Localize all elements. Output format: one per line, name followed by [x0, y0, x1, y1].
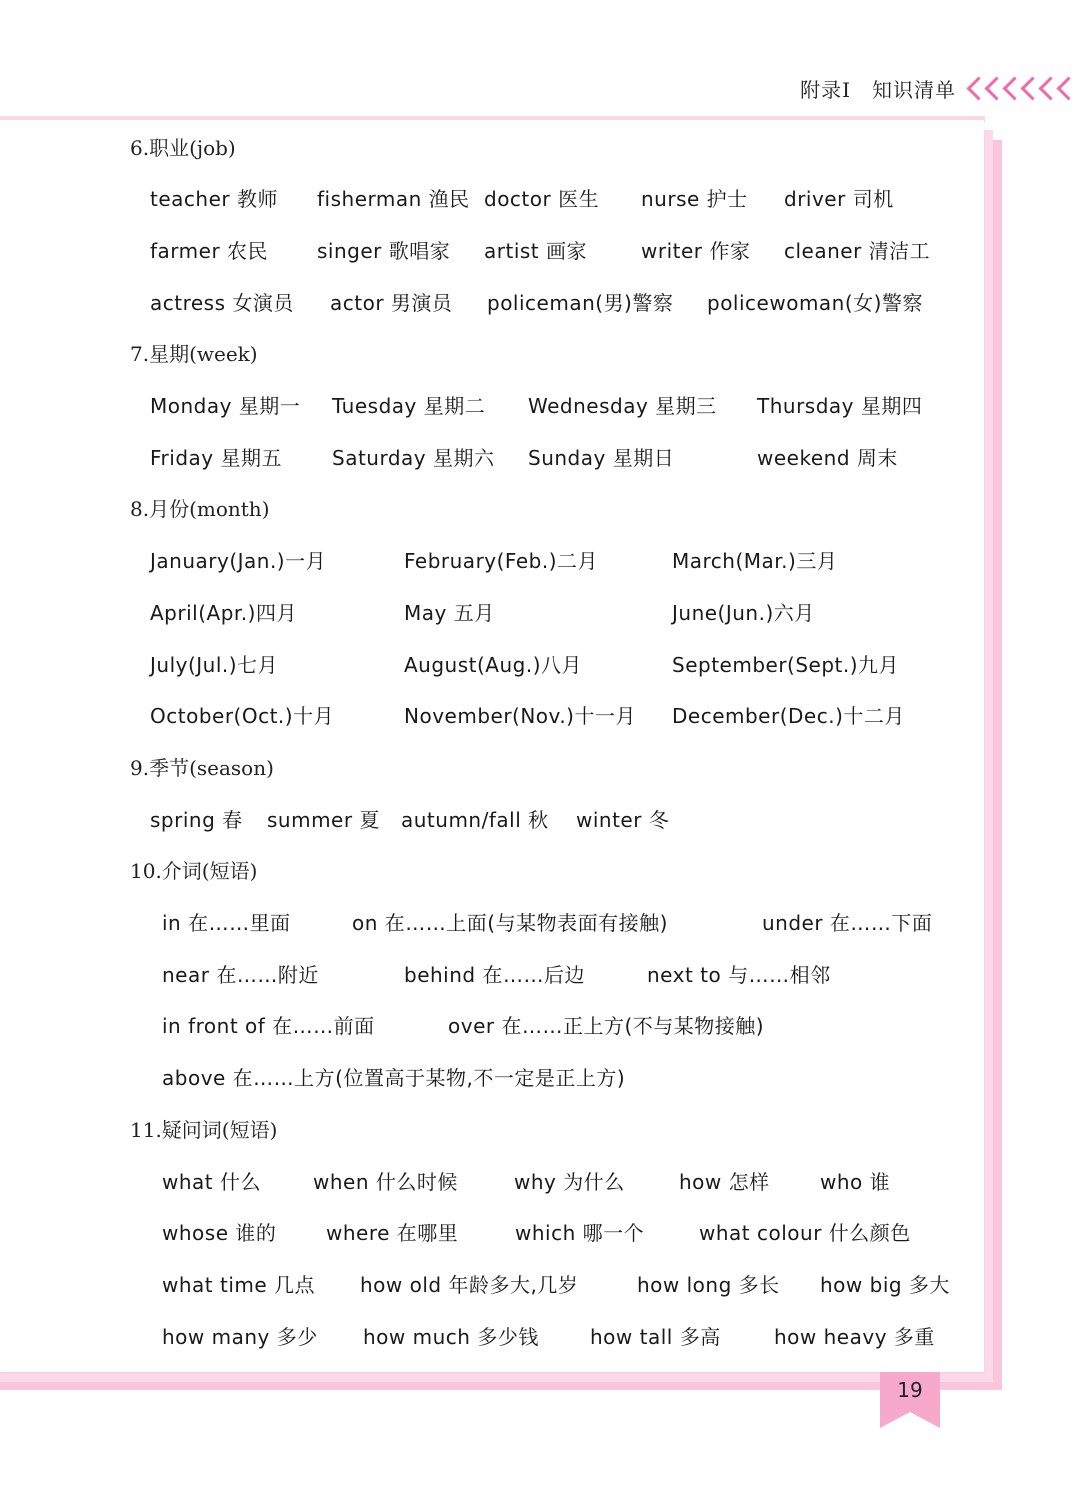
vocab-row	[0, 902, 984, 942]
vocab-item: policeman(男)警察	[487, 290, 674, 315]
vocab-item: Wednesday 星期三	[528, 394, 717, 418]
vocab-item: September(Sept.)九月	[672, 652, 900, 677]
vocab-row	[0, 281, 984, 321]
vocab-item: farmer 农民	[150, 238, 269, 263]
vocab-item: how much 多少钱	[363, 1324, 539, 1349]
vocab-row	[0, 798, 984, 838]
section-title: 11.疑问词(短语)	[130, 1117, 278, 1142]
vocab-item: what time 几点	[162, 1272, 316, 1297]
vocab-row	[0, 385, 984, 425]
vocab-row	[0, 591, 984, 631]
vocab-item: how long 多长	[637, 1272, 780, 1297]
vocab-item: how many 多少	[162, 1324, 318, 1349]
vocab-item: near 在……附近	[162, 962, 319, 987]
vocab-row	[0, 1315, 984, 1355]
vocab-item: July(Jul.)七月	[150, 652, 279, 677]
section-title: 8.月份(month)	[130, 497, 270, 522]
vocab-row	[0, 540, 984, 580]
vocab-item: how big 多大	[820, 1272, 950, 1297]
vocab-row	[0, 953, 984, 993]
vocab-item: Monday 星期一	[150, 394, 301, 418]
vocab-item: Saturday 星期六	[332, 445, 495, 470]
vocab-row	[0, 1212, 984, 1252]
page-number-notch	[880, 1412, 940, 1428]
vocab-item: over 在……正上方(不与某物接触)	[448, 1014, 765, 1039]
vocab-item: driver 司机	[784, 187, 894, 212]
vocab-item: in 在……里面	[162, 911, 291, 935]
vocab-item: April(Apr.)四月	[150, 600, 297, 625]
vocab-item: actress 女演员	[150, 290, 294, 315]
vocab-item: June(Jun.)六月	[672, 600, 815, 625]
vocab-item: how old 年龄多大,几岁	[360, 1272, 579, 1297]
vocab-item: what colour 什么颜色	[699, 1221, 911, 1246]
vocab-item: behind 在……后边	[404, 962, 585, 987]
vocab-item: how 怎样	[679, 1169, 770, 1194]
vocab-item: February(Feb.)二月	[404, 549, 598, 574]
vocab-row	[0, 229, 984, 269]
vocab-item: where 在哪里	[326, 1221, 459, 1246]
vocab-item: actor 男演员	[330, 290, 453, 315]
vocab-item: January(Jan.)一月	[150, 549, 327, 574]
header-title: 附录Ⅰ 知识清单	[800, 77, 956, 102]
vocab-item: autumn/fall 秋	[401, 807, 549, 832]
vocab-row	[0, 643, 984, 683]
vocab-item: whose 谁的	[162, 1221, 277, 1246]
vocab-item: how heavy 多重	[774, 1324, 935, 1349]
section-title: 6.职业(job)	[130, 135, 236, 160]
vocab-item: on 在……上面(与某物表面有接触)	[352, 911, 668, 935]
vocab-row	[0, 1263, 984, 1303]
section-title: 9.季节(season)	[130, 755, 274, 780]
vocab-item: weekend 周末	[757, 445, 898, 470]
vocab-item: which 哪一个	[515, 1221, 645, 1246]
vocab-item: how tall 多高	[590, 1324, 721, 1349]
vocab-item: spring 春	[150, 807, 243, 832]
vocab-item: fisherman 渔民	[317, 187, 470, 212]
vocab-item: who 谁	[820, 1169, 891, 1194]
page-header	[800, 70, 1080, 106]
vocab-item: artist 画家	[484, 238, 587, 263]
vocab-row	[0, 1005, 984, 1045]
vocab-item: what 什么	[162, 1169, 261, 1194]
vocab-item: policewoman(女)警察	[707, 290, 923, 315]
vocab-item: December(Dec.)十二月	[672, 704, 905, 729]
chevron-decoration-icon	[970, 80, 1078, 97]
vocab-item: May 五月	[404, 600, 495, 625]
vocab-item: nurse 护士	[641, 187, 748, 212]
section-title: 10.介词(短语)	[130, 859, 258, 884]
vocab-item: writer 作家	[641, 238, 751, 263]
vocab-item: singer 歌唱家	[317, 238, 451, 263]
vocab-item: above 在……上方(位置高于某物,不一定是正上方)	[162, 1066, 626, 1091]
vocab-row	[0, 1160, 984, 1200]
vocab-item: teacher 教师	[150, 187, 278, 212]
vocab-row	[0, 695, 984, 735]
vocab-item: doctor 医生	[484, 187, 600, 212]
vocab-row	[0, 1057, 984, 1097]
vocab-item: summer 夏	[267, 807, 380, 832]
vocab-item: March(Mar.)三月	[672, 549, 838, 574]
vocab-item: November(Nov.)十一月	[404, 704, 636, 729]
vocab-item: August(Aug.)八月	[404, 652, 583, 677]
vocab-item: Sunday 星期日	[528, 445, 675, 470]
vocab-item: winter 冬	[576, 807, 670, 832]
page-number: 19	[897, 1378, 923, 1402]
vocab-item: Tuesday 星期二	[332, 394, 486, 418]
section-title: 7.星期(week)	[130, 342, 258, 367]
vocab-item: October(Oct.)十月	[150, 704, 335, 729]
vocab-item: why 为什么	[514, 1169, 625, 1194]
vocab-item: Thursday 星期四	[757, 394, 923, 418]
vocab-item: under 在……下面	[762, 911, 933, 935]
vocab-item: Friday 星期五	[150, 445, 282, 470]
vocab-item: when 什么时候	[313, 1169, 458, 1194]
vocab-row	[0, 178, 984, 218]
vocab-item: next to 与……相邻	[647, 962, 831, 987]
vocab-item: in front of 在……前面	[162, 1014, 375, 1039]
vocab-item: cleaner 清洁工	[784, 238, 931, 263]
vocab-row	[0, 436, 984, 476]
